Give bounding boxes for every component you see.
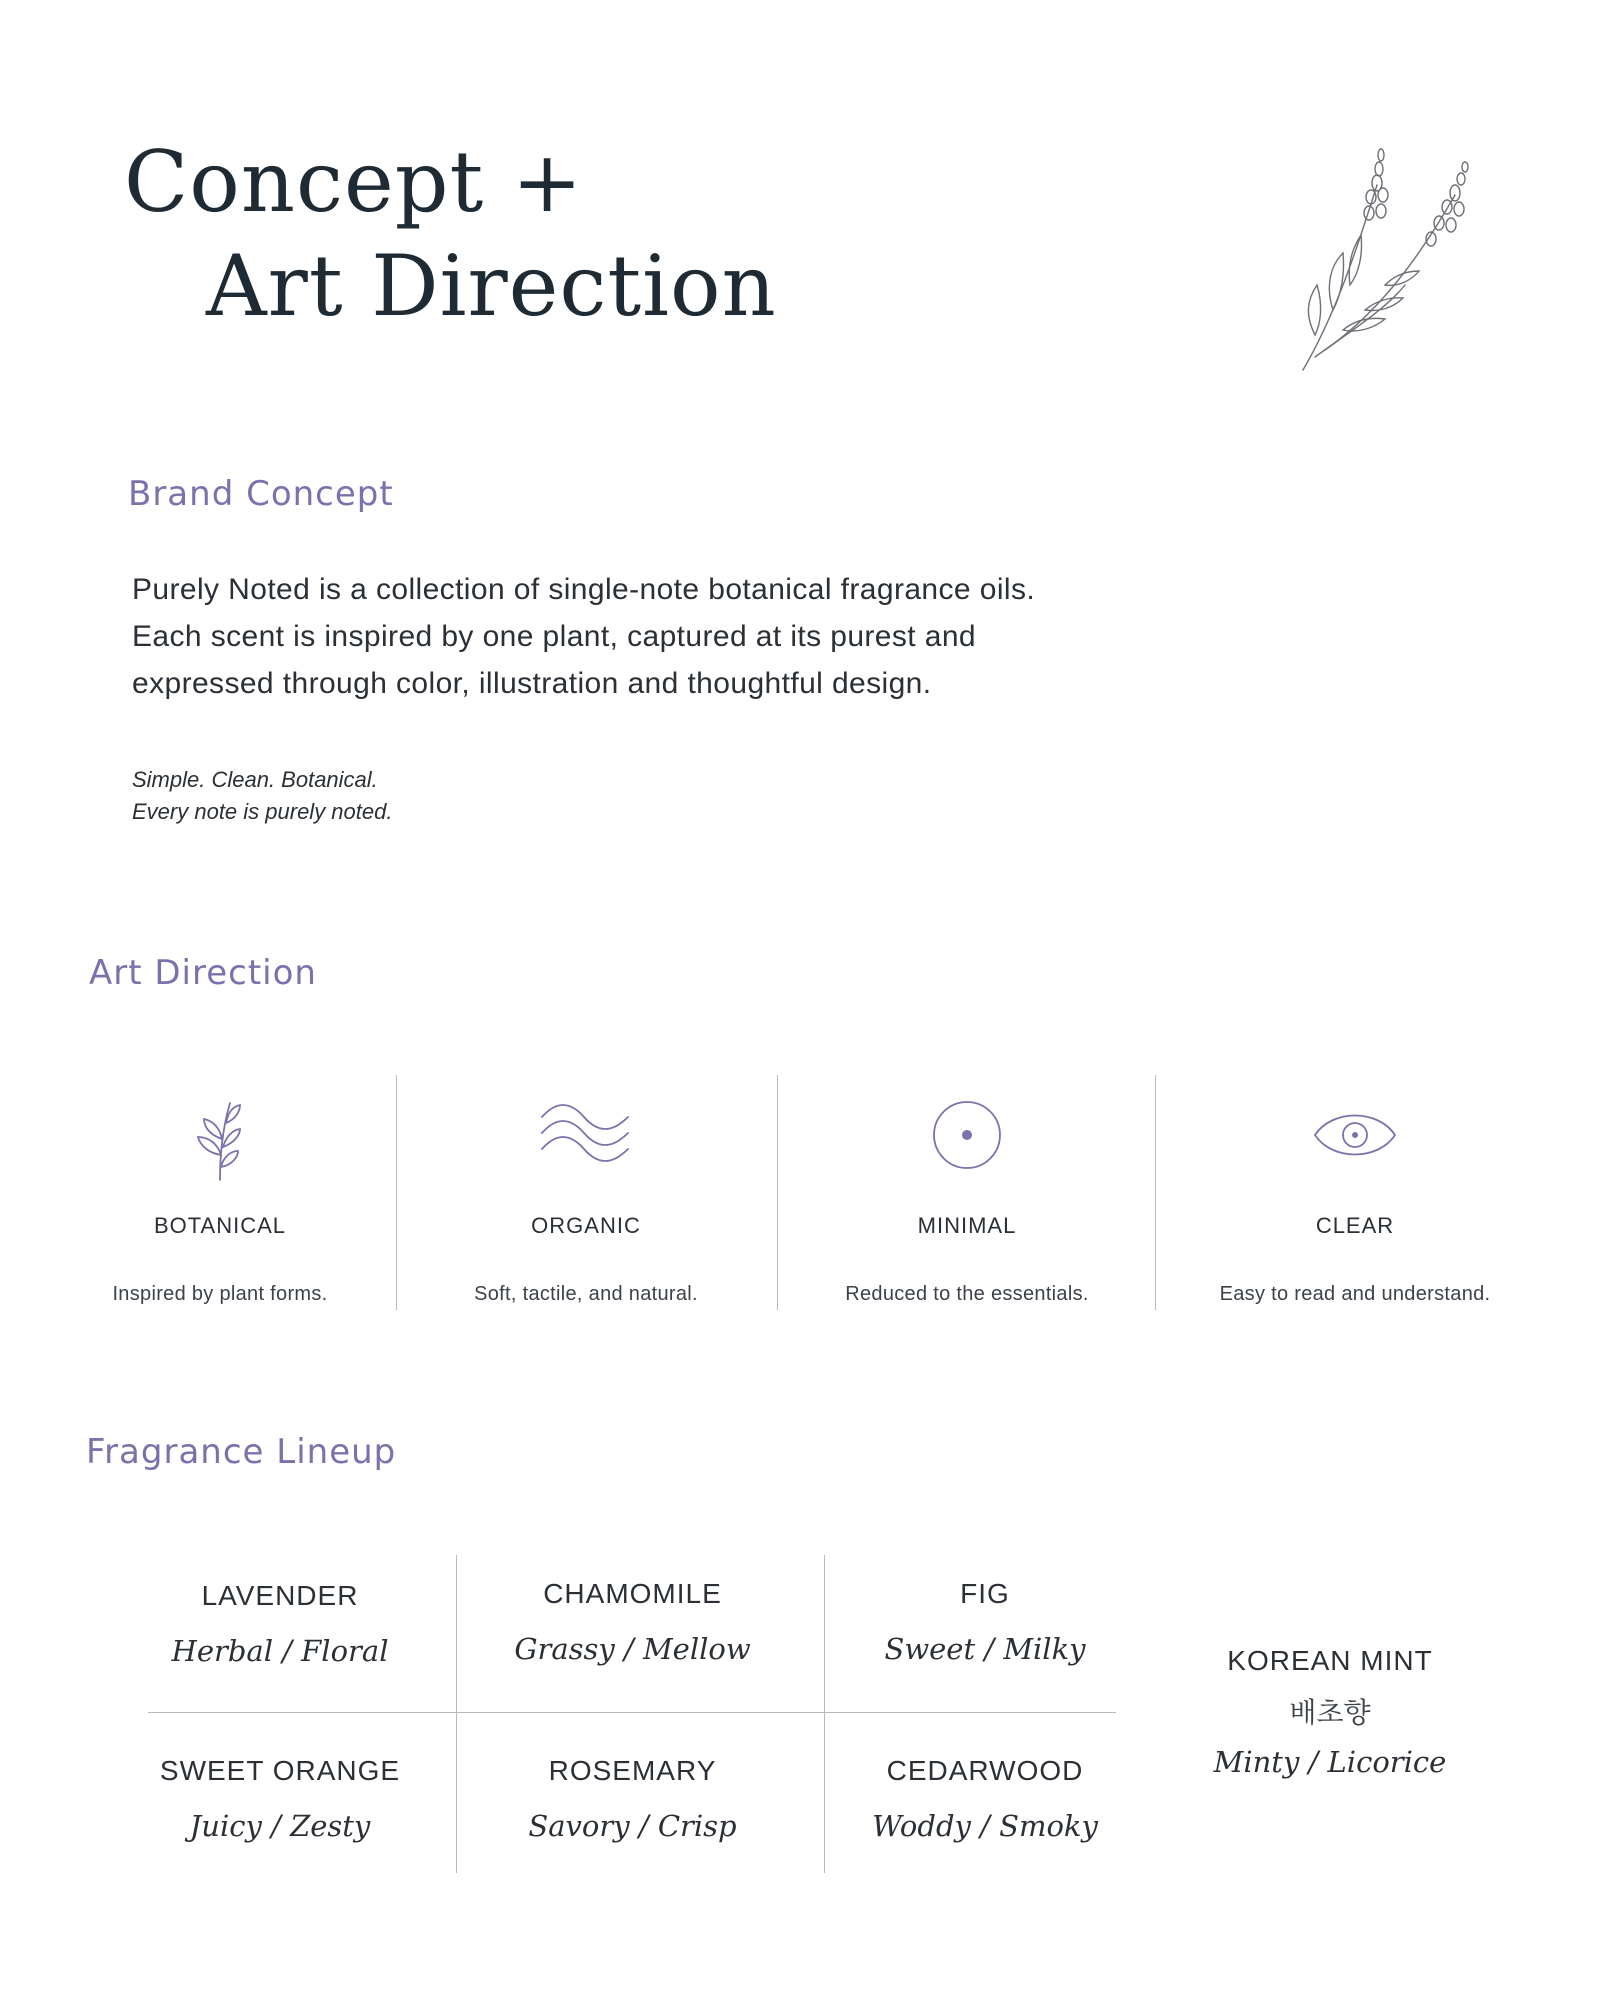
pillar-description: Reduced to the essentials. bbox=[845, 1283, 1089, 1305]
fragrance-name: SWEET ORANGE bbox=[159, 1755, 401, 1786]
pillar-organic bbox=[436, 1075, 736, 1310]
fragrance-item-korean-mint bbox=[1180, 1645, 1480, 1779]
eye-icon bbox=[1310, 1095, 1400, 1175]
art-direction-heading: Art Direction bbox=[89, 953, 317, 993]
column-divider bbox=[396, 1075, 397, 1310]
pillar-label: BOTANICAL bbox=[153, 1213, 287, 1238]
pillar-description: Easy to read and understand. bbox=[1219, 1283, 1491, 1305]
pillar-minimal bbox=[817, 1075, 1117, 1310]
fragrance-notes: Savory / Crisp bbox=[528, 1809, 737, 1843]
fragrance-name: FIG bbox=[960, 1578, 1010, 1609]
lavender-sprig-illustration bbox=[1295, 135, 1485, 375]
fragrance-notes: Herbal / Floral bbox=[171, 1634, 389, 1668]
fragrance-notes: Minty / Licorice bbox=[1213, 1745, 1447, 1779]
pillar-clear bbox=[1190, 1075, 1520, 1310]
fragrance-item-fig bbox=[860, 1578, 1110, 1666]
tagline-line: Simple. Clean. Botanical. bbox=[132, 767, 378, 792]
grid-divider-horizontal bbox=[148, 1712, 1116, 1713]
pillar-description: Inspired by plant forms. bbox=[112, 1283, 328, 1305]
tagline-line: Every note is purely noted. bbox=[132, 799, 393, 824]
fragrance-notes: Grassy / Mellow bbox=[514, 1632, 751, 1666]
fragrance-notes: Sweet / Milky bbox=[884, 1632, 1086, 1666]
grid-divider-vertical bbox=[456, 1555, 457, 1873]
fragrance-lineup-heading: Fragrance Lineup bbox=[86, 1432, 397, 1472]
paragraph-line: expressed through color, illustration and thoughtful design. bbox=[132, 667, 932, 700]
brand-concept-paragraph bbox=[132, 566, 1232, 707]
fragrance-name: KOREAN MINT bbox=[1227, 1645, 1433, 1676]
paragraph-line: Each scent is inspired by one plant, captured at its purest and bbox=[132, 620, 977, 653]
fragrance-name: CHAMOMILE bbox=[543, 1578, 722, 1609]
pillar-label: MINIMAL bbox=[917, 1213, 1017, 1238]
fragrance-item-sweet-orange bbox=[140, 1755, 420, 1843]
fragrance-notes: Juicy / Zesty bbox=[189, 1809, 371, 1843]
fragrance-notes: Woddy / Smoky bbox=[872, 1809, 1098, 1843]
fragrance-name: LAVENDER bbox=[201, 1580, 359, 1611]
column-divider bbox=[1155, 1075, 1156, 1310]
pillar-description: Soft, tactile, and natural. bbox=[474, 1283, 698, 1305]
pillar-label: CLEAR bbox=[1315, 1213, 1395, 1238]
fragrance-korean-name: 배초향 bbox=[1289, 1696, 1371, 1729]
column-divider bbox=[777, 1075, 778, 1310]
fragrance-item-lavender bbox=[140, 1580, 420, 1668]
sprig-icon bbox=[190, 1095, 250, 1185]
circle-dot-icon bbox=[927, 1095, 1007, 1175]
fragrance-item-rosemary bbox=[490, 1755, 775, 1843]
page-title-line-2: Art Direction bbox=[206, 237, 777, 335]
fragrance-name: CEDARWOOD bbox=[886, 1755, 1084, 1786]
brand-concept-heading: Brand Concept bbox=[128, 474, 394, 514]
paragraph-line: Purely Noted is a collection of single-note botanical fragrance oils. bbox=[132, 573, 1036, 606]
brand-tagline bbox=[132, 764, 392, 828]
pillar-botanical bbox=[70, 1075, 370, 1310]
pillar-label: ORGANIC bbox=[531, 1213, 641, 1238]
fragrance-item-cedarwood bbox=[860, 1755, 1110, 1843]
grid-divider-vertical bbox=[824, 1555, 825, 1873]
page-title-line-1: Concept + bbox=[124, 133, 584, 231]
waves-icon bbox=[536, 1095, 636, 1175]
fragrance-item-chamomile bbox=[490, 1578, 775, 1666]
fragrance-name: ROSEMARY bbox=[548, 1755, 717, 1786]
